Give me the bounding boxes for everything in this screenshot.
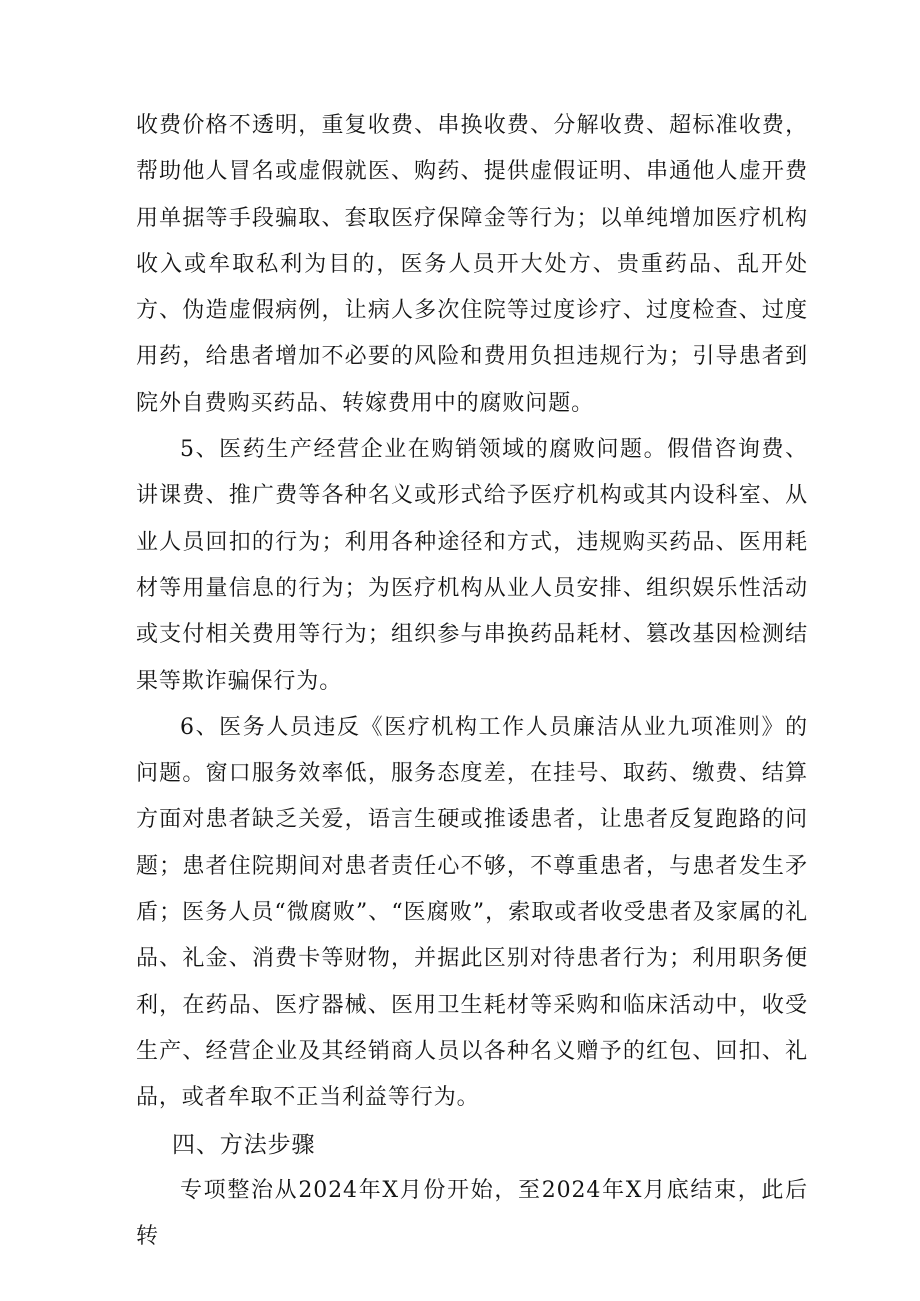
document-body — [136, 103, 808, 1260]
paragraph-methods: 专项整治从2024年X月份开始，至2024年X月底结束，此后转 — [136, 1177, 808, 1250]
section-heading: 四、方法步骤 — [172, 1131, 316, 1158]
paragraph-item-5: 5、医药生产经营企业在购销领域的腐败问题。假借咨询费、讲课费、推广费等各种名义或形式给予医疗机构或其内设科室、从业人员回扣的行为；利用各种途径和方式，违规购买药品、医用耗材等用量信息的行为；为医疗机构从业人员安排、组织娱乐性活动或支付相关费用等行为；组织参与串换药品耗材、篡改基因检测结果等欺诈骗保行为。 — [136, 437, 808, 694]
paragraph-item-6: 6、医务人员违反《医疗机构工作人员廉洁从业九项准则》的问题。窗口服务效率低，服务态度差，在挂号、取药、缴费、结算方面对患者缺乏关爱，语言生硬或推诿患者，让患者反复跑路的问题；患者住院期间对患者责任心不够，不尊重患者，与患者发生矛盾；医务人员“微腐败”、“医腐败”，索取或者收受患者及家属的礼品、礼金、消费卡等财物，并据此区别对待患者行为；利用职务便利，在药品、医疗器械、医用卫生耗材等采购和临床活动中，收受生产、经营企业及其经销商人员以各种名义赠予的红包、回扣、礼品，或者牟取不正当利益等行为。 — [136, 714, 808, 1111]
paragraph-continuation: 收费价格不透明，重复收费、串换收费、分解收费、超标准收费，帮助他人冒名或虚假就医、购药、提供虚假证明、串通他人虚开费用单据等手段骗取、套取医疗保障金等行为；以单纯增加医疗机构收入或牟取私利为目的，医务人员开大处方、贵重药品、乱开处方、伪造虚假病例，让病人多次住院等过度诊疗、过度检查、过度用药，给患者增加不必要的风险和费用负担违规行为；引导患者到院外自费购买药品、转嫁费用中的腐败问题。 — [136, 113, 808, 416]
